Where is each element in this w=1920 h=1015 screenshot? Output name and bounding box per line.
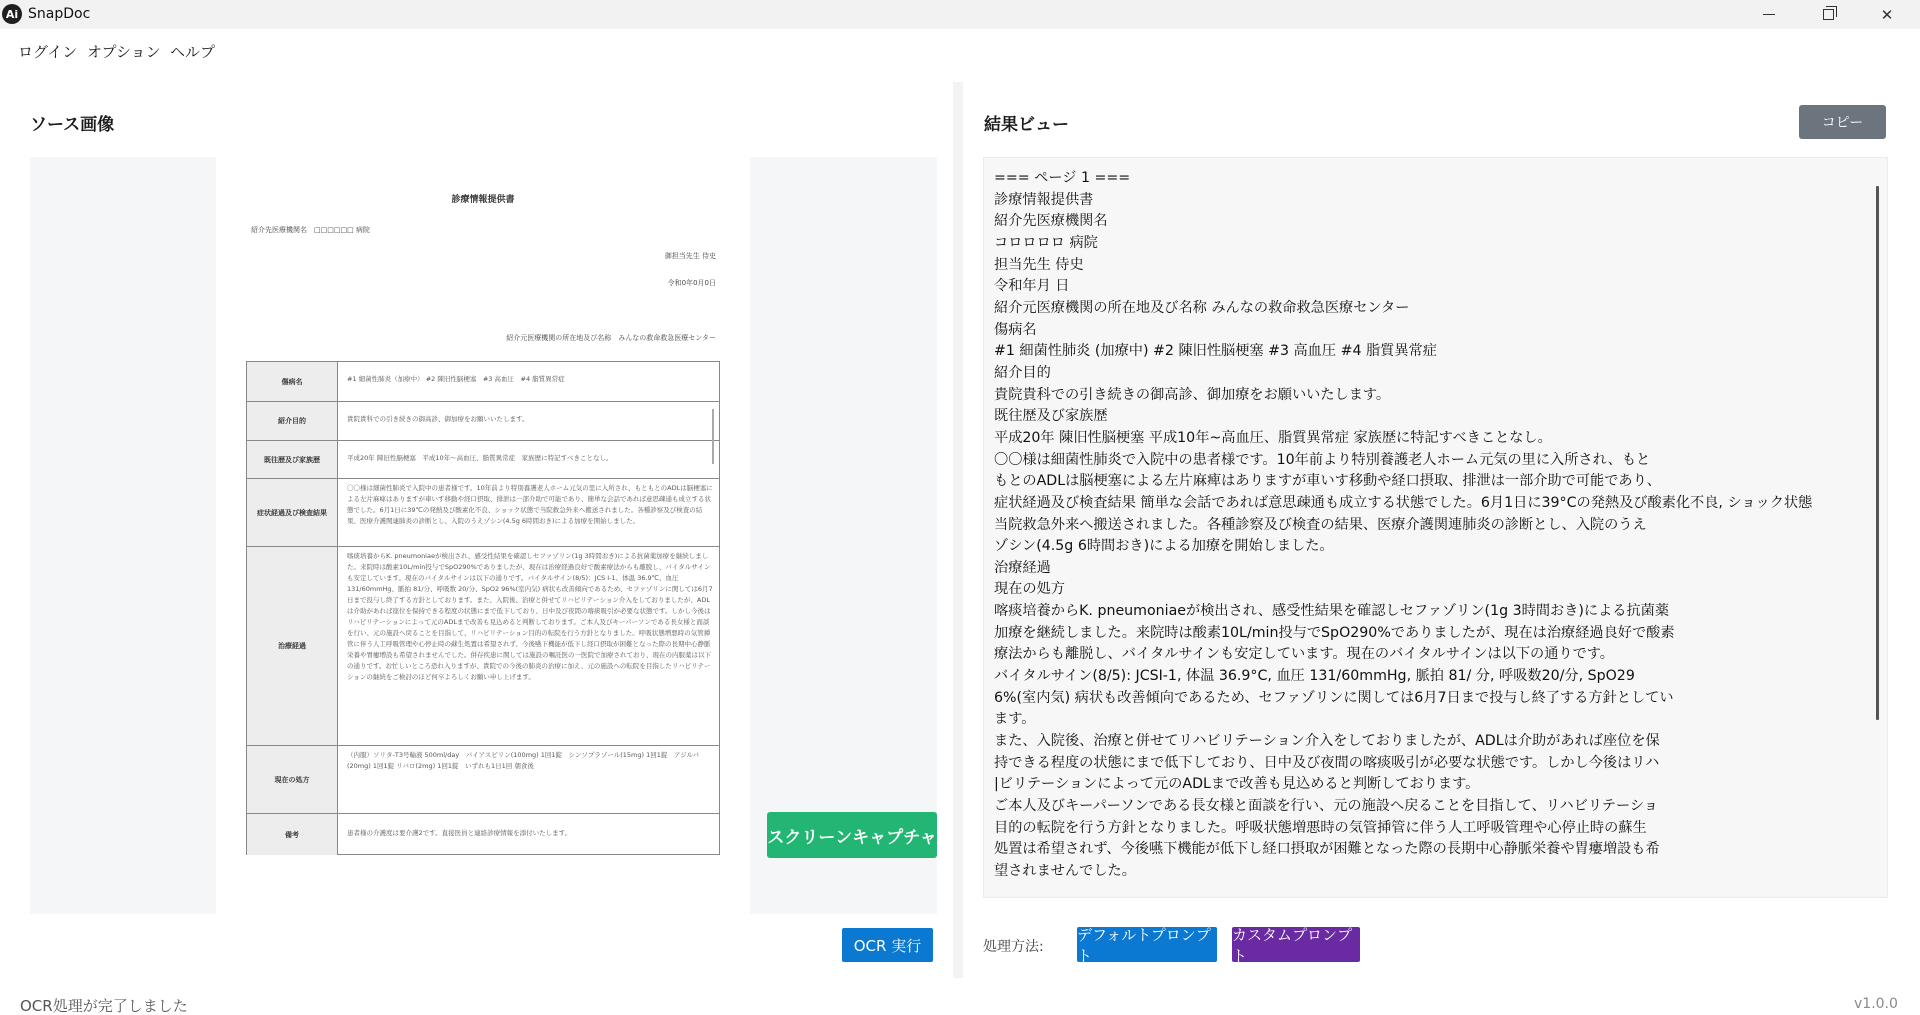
result-line: 既往歴及び家族歴	[994, 408, 1108, 425]
doc-row-head: 現在の処方	[247, 746, 338, 813]
menu-login[interactable]: ログイン	[18, 43, 78, 61]
result-line: 〇〇様は細菌性肺炎で入院中の患者様です。10年前より特別養護老人ホーム元気の里に入所され、もと	[994, 451, 1651, 468]
result-line: ゾシン(4.5g 6時間おき)による加療を開始しました。	[994, 538, 1334, 555]
doc-row	[247, 813, 719, 855]
result-line: #1 細菌性肺炎 (加療中) #2 陳旧性脳梗塞 #3 高血圧 #4 脂質異常症	[994, 343, 1437, 360]
result-line: 平成20年 陳旧性脳梗塞 平成10年~高血圧、脂質異常症 家族歴に特記すべきことなし。	[994, 429, 1552, 446]
result-line: 貴院貴科での引き続きの御高診、御加療をお願いいたします。	[994, 386, 1391, 403]
doc-table	[246, 361, 720, 855]
doc-row	[247, 546, 719, 745]
result-line: 処置は希望されず、今後嚥下機能が低下し経口摂取が困難となった際の長期中心静脈栄養や胃瘻増設も希	[994, 841, 1660, 858]
result-line: 持できる程度の状態にまで低下しており、日中及び夜間の喀痰吸引が必要な状態です。しかし今後はリハ	[994, 754, 1660, 771]
doc-row-text: 喀痰培養からK. pneumoniaeが検出され、感受性結果を確認しセファゾリン(1g 3時間おき)による抗菌薬加療を継続しました。来院時は酸素10L/min投与でSpO290%でありましたが、現在は治療経過良好で酸素療法からも離脱し、バイタルサインも安定しています。現在のバイタルサインは以下の通りです。バイタルサイン(8/5)：JCS I-1、体温 36.9℃、血圧 131/60mmHg、脈拍 81/分、呼吸数 20/分、SpO2 96%(室内気) 病状も改善傾向であるため、セファゾリンに関しては6月7日まで投与し終了する方針としております。また、入院後、治療と併せてリハビリテーション介入をしておりましたが、ADLは介助があれば座位を保持できる程度の状態にまで低下しており、日中及び夜間の喀痰吸引が必要な状態です。しかし今後はリハビリテーションによって元のADLまで改善も見込めると判断しております。ご本人及びキーパーソンである長女様と面談を行い、元の施設へ戻ることを目指して、リハビリテーション目的の転院を行う方針となりました。呼吸状態増悪時の気管挿管に伴う人工呼吸管理や心停止時の蘇生処置は希望されず、今後嚥下機能が低下し経口摂取が困難となった際の長期中心静脈栄養や胃瘻増設も希望されませんでした。併存疾患に関しては施設の嘱託医の一医院で加療されており、現在の内服薬は以下の通りです。お忙しいところ恐れ入りますが、貴院での今後の肺炎の治療に加え、元の施設への転院を目指したリハビリテーションの継続をご検討のほど何卒よろしくお願い申し上げます。	[347, 552, 713, 681]
version-label: v1.0.0	[1854, 996, 1898, 1012]
doc-row-head: 症状経過及び検査結果	[247, 479, 338, 546]
result-line: 喀痰培養からK. pneumoniaeが検出され、感受性結果を確認しセファゾリン(1g 3時間おき)による抗菌薬	[994, 603, 1670, 620]
panel-divider[interactable]	[953, 82, 963, 978]
result-line: バイタルサイン(8/5): JCSI-1, 体温 36.9°C, 血圧 131/60mmHg, 脈拍 81/ 分, 呼吸数20/分, SpO29	[994, 668, 1635, 685]
status-message: OCR処理が完了しました	[20, 997, 188, 1015]
doc-row-text: （内服）ソリタ-T3号輸液 500ml/day バイアスピリン(100mg) 1回1錠 シンソプラゾール(15mg) 1回1錠 アジルバ(20mg) 1回1錠 リバロ(2mg) 1回1錠 いずれも1日1回 朝食後	[347, 751, 699, 770]
doc-row-head: 傷病名	[247, 362, 338, 401]
doc-row	[247, 478, 719, 546]
menu-help[interactable]: ヘルプ	[170, 43, 216, 61]
result-line: 紹介元医療機関の所在地及び名称 みんなの救命救急医療センター	[994, 299, 1410, 316]
result-line: ご本人及びキーパーソンである長女様と面談を行い、元の施設へ戻ることを目指して、リハビリテーショ	[994, 798, 1658, 815]
result-line: 症状経過及び検査結果 簡単な会話であれば意思疎通も成立する状態でした。6月1日に39°Cの発熱及び酸素化不良, ショック状態	[994, 494, 1813, 511]
app-title: SnapDoc	[28, 6, 91, 22]
result-line: もとのADLは脳梗塞による左片麻痺はありますが車いす移動や経口摂取、排泄は一部介助で可能であり、	[994, 473, 1661, 490]
doc-row	[247, 401, 719, 440]
doc-row	[247, 745, 719, 813]
doc-row-text: 患者様の介護度は要介護2です。直接医員と連絡診療情報を添付いたします。	[347, 829, 572, 837]
source-heading: ソース画像	[30, 115, 115, 135]
title-bar	[0, 0, 1920, 29]
result-line: 6%(室内気) 病状も改善傾向であるため、セファゾリンに関しては6月7日まで投与し終了する方針としてい	[994, 689, 1674, 706]
copy-button[interactable]: コピー	[1799, 105, 1886, 139]
result-line: また、入院後、治療と併せてリハビリテーション介入をしておりましたが、ADLは介助があれば座位を保	[994, 733, 1660, 750]
result-line: 目的の転院を行う方針となりました。呼吸状態増悪時の気管挿管に伴う人工呼吸管理や心停止時の蘇生	[994, 819, 1647, 836]
result-line: 担当先生 侍史	[994, 256, 1084, 273]
screen-capture-button[interactable]: スクリーンキャプチャ	[767, 812, 937, 858]
result-line: 紹介目的	[994, 364, 1051, 381]
app-logo-icon: Ai	[2, 4, 22, 24]
minimize-button[interactable]	[1746, 0, 1792, 29]
maximize-button[interactable]	[1805, 0, 1851, 29]
custom-prompt-button[interactable]: カスタムプロンプト	[1232, 927, 1360, 962]
doc-doctor: 御担当先生 侍史	[664, 252, 716, 260]
maximize-icon	[1823, 9, 1834, 20]
doc-row-head: 備考	[247, 814, 338, 855]
result-heading: 結果ビュー	[984, 115, 1069, 135]
doc-row-head: 紹介目的	[247, 402, 338, 440]
result-line: 紹介先医療機関名	[994, 213, 1108, 230]
doc-row-text: 〇〇様は細菌性肺炎で入院中の患者様です。10年前より特別養護老人ホーム元気の里に入所され、もともとのADLは脳梗塞による左片麻痺はありますが車いす移動や経口摂取、排泄は一部介助で可能であり、簡単な会話であれば意思疎通も成立する状態でした。6月1日に39℃の発熱及び酸素化不良、ショック状態で当院救急外来へ搬送されました。各種診察及び検査の結果、医療介護関連肺炎の診断とし、入院のうえゾシン(4.5g 6時間おき)による加療を開始しました。	[347, 484, 713, 525]
menu-options[interactable]: オプション	[87, 43, 161, 61]
result-text	[994, 168, 1867, 883]
result-line: |ビリテーションによって元のADLまで改善も見込めると判断しております。	[994, 776, 1480, 793]
result-line: 現在の処方	[994, 581, 1065, 598]
doc-row-text: 貴院貴科での引き続きの御高診、御加療をお願いいたします。	[347, 415, 529, 423]
result-line: 療法からも離脱し、バイタルサインも安定しています。現在のバイタルサインは以下の通りです。	[994, 646, 1614, 663]
doc-row-text: 平成20年 陳旧性脳梗塞 平成10年〜高血圧、脂質異常症 家族歴に特記すべきことなし。	[347, 454, 613, 462]
close-button[interactable]	[1864, 0, 1910, 29]
close-icon: ✕	[1880, 5, 1894, 24]
doc-scrollbar[interactable]	[712, 409, 714, 464]
result-line: ます。	[994, 711, 1036, 728]
doc-row-head: 治療経過	[247, 547, 338, 745]
result-line: 治療経過	[994, 559, 1051, 576]
doc-from: 紹介元医療機関の所在地及び名称 みんなの救命救急医療センター	[506, 334, 716, 342]
doc-date: 令和0年0月0日	[667, 279, 716, 287]
result-line: === ページ 1 ===	[994, 170, 1131, 186]
result-line: 当院救急外来へ搬送されました。各種診察及び検査の結果、医療介護関連肺炎の診断とし、入院のうえ	[994, 516, 1647, 533]
result-line: 診療情報提供書	[994, 191, 1094, 208]
result-line: コロロロロ 病院	[994, 234, 1098, 251]
result-scrollbar[interactable]	[1876, 186, 1879, 720]
minimize-icon	[1763, 14, 1775, 15]
result-line: 望されませんでした。	[994, 863, 1136, 879]
menu-bar	[0, 29, 1920, 74]
default-prompt-button[interactable]: デフォルトプロンプト	[1077, 927, 1217, 962]
doc-row-head: 既往歴及び家族歴	[247, 441, 338, 478]
source-document-image	[216, 157, 750, 914]
doc-row-text: #1 細菌性肺炎（加療中） #2 陳旧性脳梗塞 #3 高血圧 #4 脂質異常症	[347, 375, 565, 383]
result-line: 令和年月 日	[994, 278, 1070, 295]
result-line: 傷病名	[994, 321, 1037, 338]
doc-row	[247, 440, 719, 478]
ocr-run-button[interactable]: OCR 実行	[842, 928, 933, 962]
doc-to-label: 紹介先医療機関名 □□□□□□ 病院	[251, 226, 370, 234]
result-line: 加療を継続しました。来院時は酸素10L/min投与でSpO290%でありましたが、現在は治療経過良好で酸素	[994, 624, 1675, 641]
result-text-area[interactable]	[983, 157, 1888, 898]
status-bar	[0, 986, 1920, 1015]
doc-title: 診療情報提供書	[451, 195, 515, 205]
doc-row	[247, 362, 719, 401]
processing-method-label: 処理方法:	[983, 939, 1044, 955]
